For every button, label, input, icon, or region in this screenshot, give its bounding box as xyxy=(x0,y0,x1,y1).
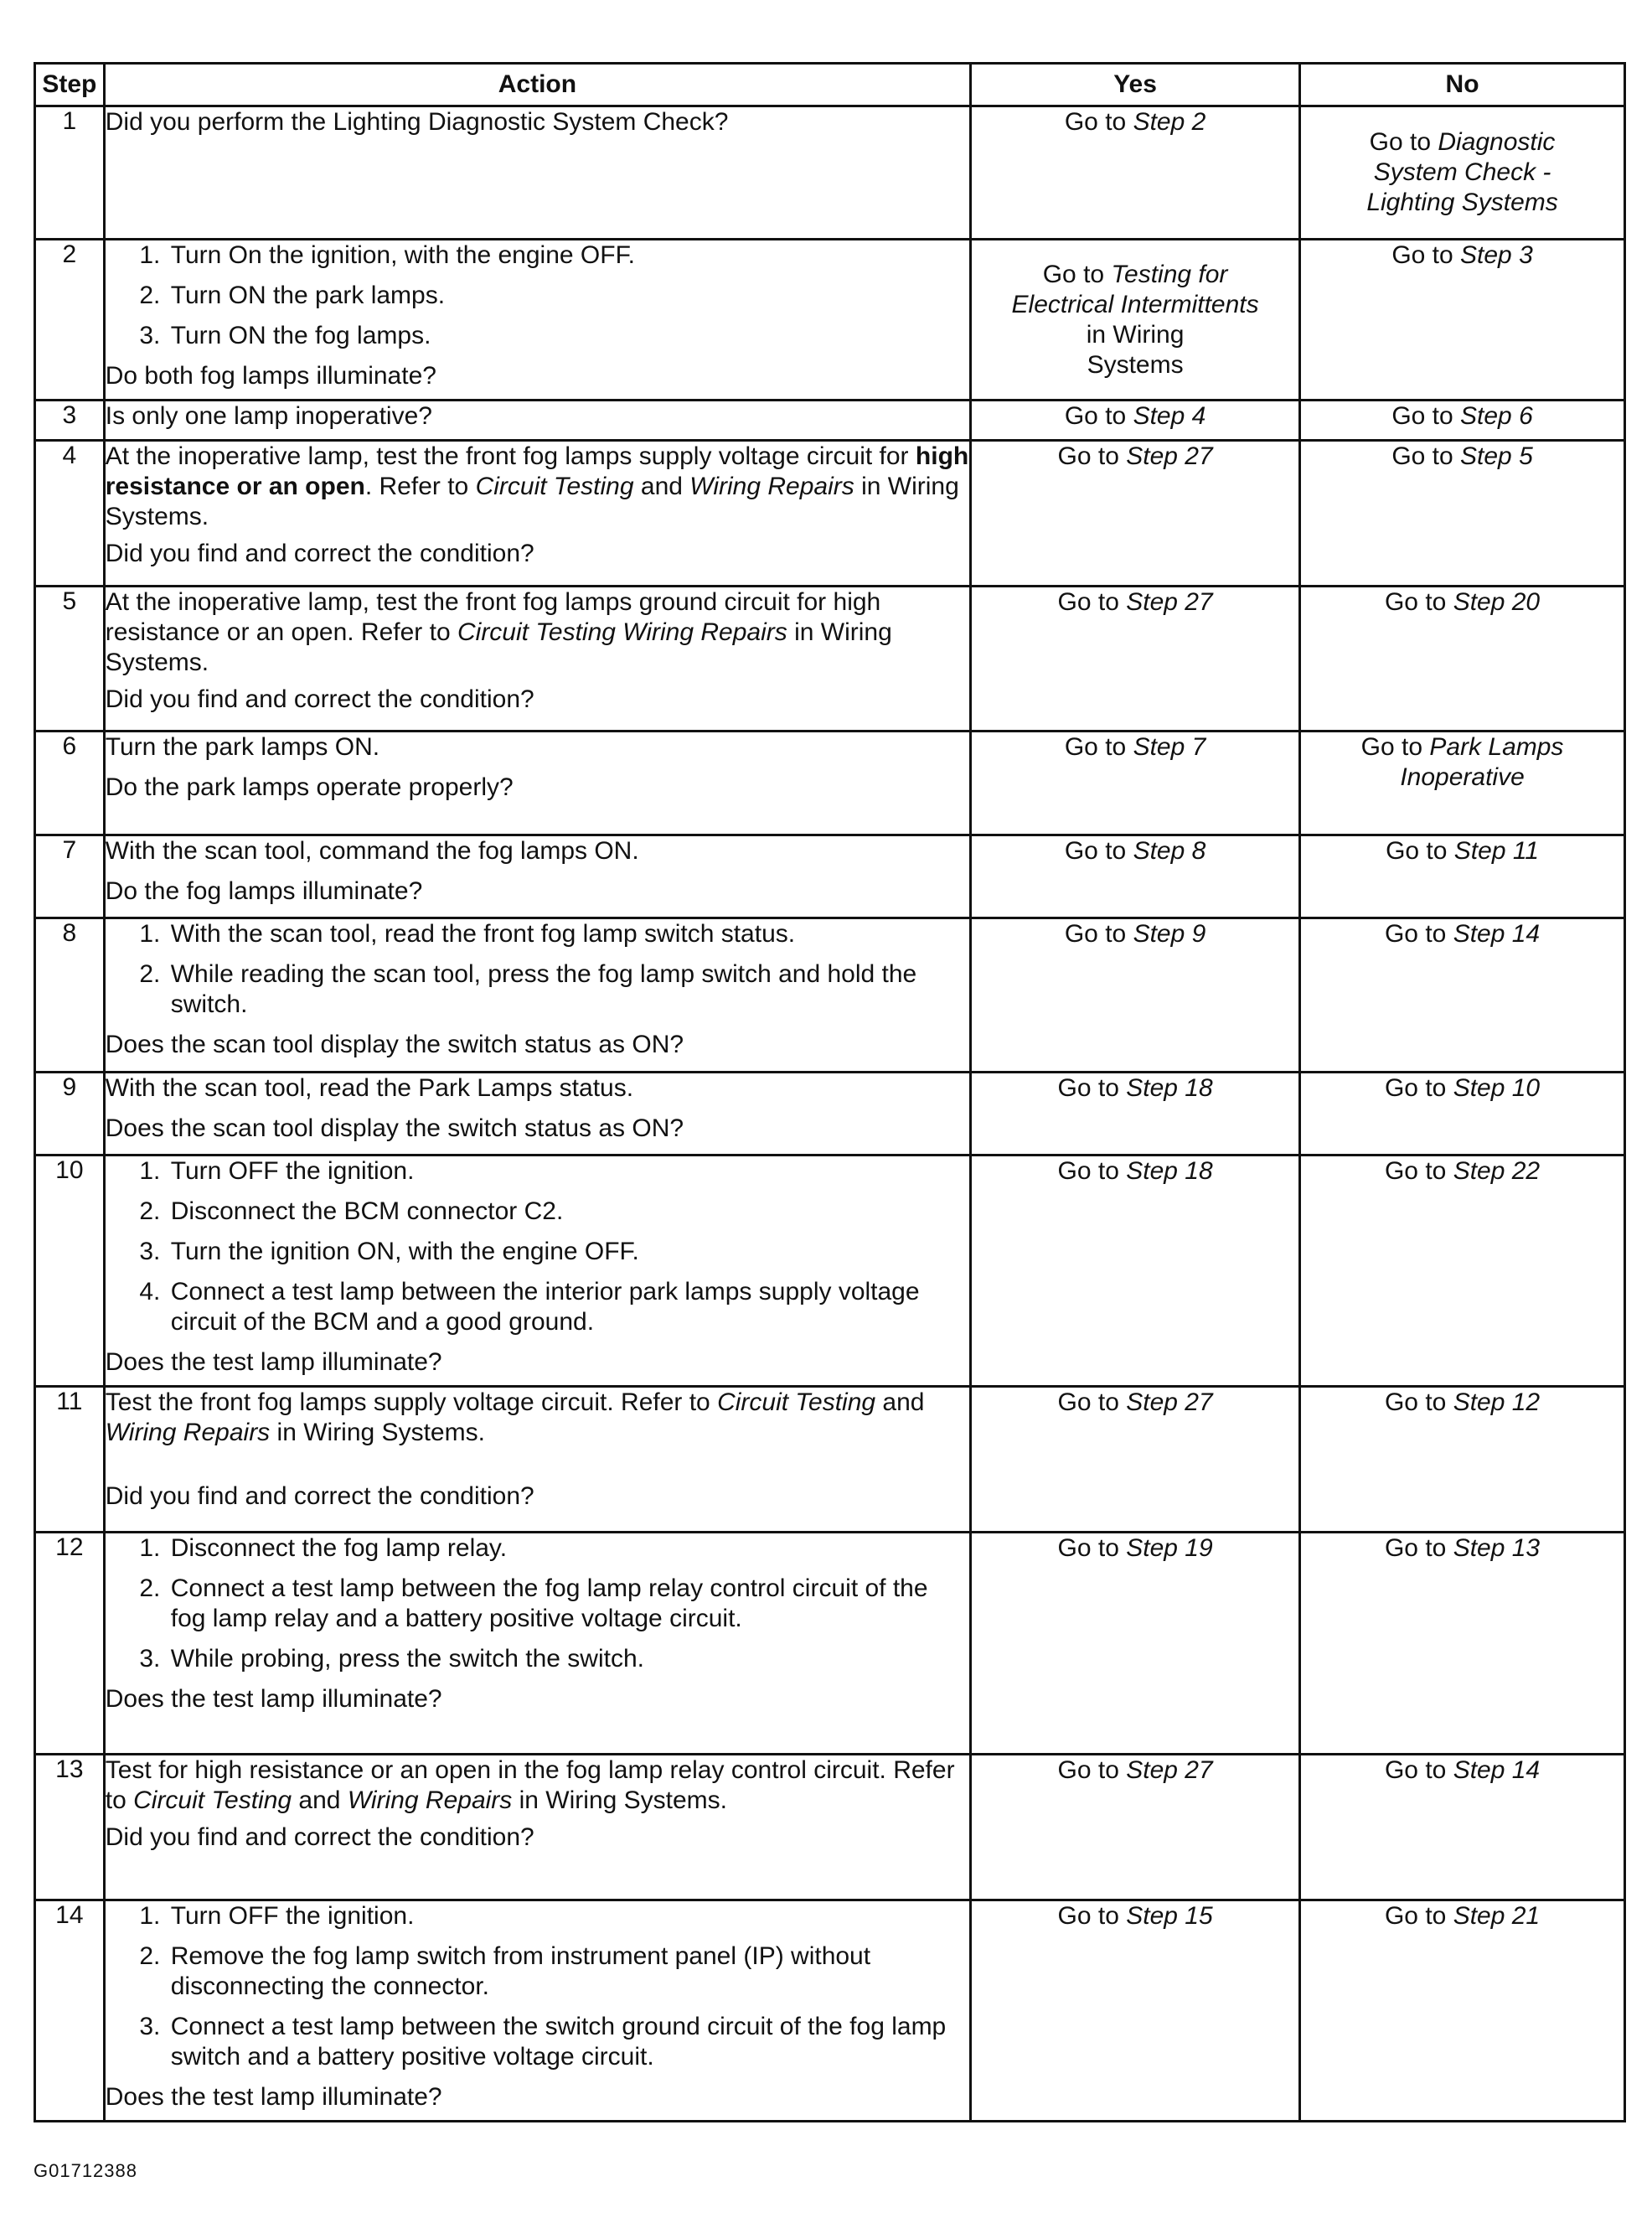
action-cell xyxy=(104,106,970,240)
go-to-label: Go to xyxy=(1057,1756,1127,1784)
action-text-part: . Refer to xyxy=(364,473,469,500)
no-target: Step 14 xyxy=(1453,920,1541,948)
no-cell xyxy=(1300,918,1625,1073)
go-to-label: Go to xyxy=(1064,920,1133,948)
no-cell xyxy=(1300,1900,1625,2122)
action-question: Does the test lamp illuminate? xyxy=(105,1685,442,1713)
step-number: 8 xyxy=(35,918,105,1073)
go-to-label: Go to xyxy=(1384,920,1453,948)
no-cell xyxy=(1300,1533,1625,1755)
step-number: 3 xyxy=(35,401,105,441)
action-question: Does the scan tool display the switch status as ON? xyxy=(105,1114,684,1142)
yes-target: Step 9 xyxy=(1133,920,1206,948)
no-target: Step 12 xyxy=(1453,1388,1541,1416)
action-cell xyxy=(104,587,970,732)
yes-cell xyxy=(971,441,1300,587)
go-to-label: Go to xyxy=(1384,1534,1453,1562)
yes-target: Step 2 xyxy=(1133,108,1206,136)
no-target: Step 6 xyxy=(1460,402,1533,430)
step-number: 7 xyxy=(35,835,105,918)
table-row xyxy=(35,587,1625,732)
go-to-label: Go to xyxy=(1057,1157,1127,1185)
no-target: Diagnostic xyxy=(1438,128,1556,156)
action-cell xyxy=(104,732,970,835)
yes-target: Testing for xyxy=(1111,260,1228,288)
action-text xyxy=(106,1755,969,1816)
no-cell xyxy=(1300,587,1625,732)
no-target: Step 14 xyxy=(1453,1756,1541,1784)
no-target: Step 5 xyxy=(1460,442,1533,470)
yes-target: Step 7 xyxy=(1133,733,1206,761)
yes-target: Step 4 xyxy=(1133,402,1206,430)
action-text xyxy=(106,442,969,532)
no-target: Step 3 xyxy=(1460,241,1533,269)
no-target: Step 13 xyxy=(1453,1534,1541,1562)
no-cell xyxy=(1300,1387,1625,1533)
no-target: Step 20 xyxy=(1453,588,1541,616)
yes-cell xyxy=(971,732,1300,835)
action-text-part: in Wiring Systems. xyxy=(519,1786,728,1814)
step-number: 12 xyxy=(35,1533,105,1755)
yes-cell xyxy=(971,1073,1300,1156)
go-to-label: Go to xyxy=(1384,1902,1453,1930)
no-target: Inoperative xyxy=(1400,763,1525,791)
yes-cell xyxy=(971,401,1300,441)
no-cell xyxy=(1300,240,1625,401)
action-question: Do both fog lamps illuminate? xyxy=(105,362,436,390)
action-list xyxy=(106,240,969,351)
action-item: 3. Connect a test lamp between the switch ground circuit of the fog lamp switch and a battery positive voltage circuit. xyxy=(168,2012,969,2072)
no-target: Step 11 xyxy=(1453,837,1539,865)
table-header-row xyxy=(35,64,1625,106)
action-item: 3. Turn the ignition ON, with the engine OFF. xyxy=(168,1237,969,1267)
no-target: Step 22 xyxy=(1453,1157,1541,1185)
action-question: Does the test lamp illuminate? xyxy=(105,2083,442,2111)
action-question: Do the park lamps operate properly? xyxy=(105,773,514,801)
go-to-label: Go to xyxy=(1384,1388,1453,1416)
action-cell xyxy=(104,1073,970,1156)
table-row xyxy=(35,401,1625,441)
reference-link: Wiring Repairs xyxy=(347,1786,513,1814)
action-text-part: in Wiring Systems. xyxy=(105,618,892,676)
action-question: Did you find and correct the condition? xyxy=(105,1482,534,1510)
no-target: Step 21 xyxy=(1453,1902,1541,1930)
go-to-label: Go to xyxy=(1064,733,1133,761)
yes-cell xyxy=(971,1387,1300,1533)
action-cell xyxy=(104,1387,970,1533)
yes-target: Electrical Intermittents xyxy=(1011,290,1259,318)
reference-link: Wiring Repairs xyxy=(689,473,854,500)
action-list xyxy=(106,1901,969,2072)
yes-cell xyxy=(971,918,1300,1073)
reference-link: Wiring Repairs xyxy=(105,1419,271,1446)
table-row xyxy=(35,1533,1625,1755)
go-to-label: Go to xyxy=(1057,1534,1127,1562)
go-to-label: Go to xyxy=(1057,1902,1127,1930)
table-row xyxy=(35,1755,1625,1900)
reference-link: Circuit Testing xyxy=(717,1388,876,1416)
reference-link: Circuit Testing Wiring Repairs xyxy=(457,618,787,646)
document-code: G01712388 xyxy=(34,2160,137,2181)
go-to-label: Go to xyxy=(1391,402,1461,430)
action-cell xyxy=(104,240,970,401)
step-number: 5 xyxy=(35,587,105,732)
yes-target: Step 27 xyxy=(1126,588,1213,616)
diagnostic-document xyxy=(34,62,1626,2122)
action-text: Turn the park lamps ON. xyxy=(105,733,380,761)
action-question: Did you perform the Lighting Diagnostic System Check? xyxy=(105,108,729,136)
action-text xyxy=(106,587,969,678)
table-row xyxy=(35,918,1625,1073)
go-to-label: Go to xyxy=(1369,128,1438,156)
table-row xyxy=(35,1387,1625,1533)
no-target: System Check - xyxy=(1373,158,1551,186)
go-to-label: Go to xyxy=(1391,241,1461,269)
action-cell xyxy=(104,1755,970,1900)
step-number: 6 xyxy=(35,732,105,835)
go-to-label: Go to xyxy=(1384,588,1453,616)
header-action: Action xyxy=(104,64,970,106)
yes-cell xyxy=(971,587,1300,732)
step-number: 9 xyxy=(35,1073,105,1156)
action-item: 2. Disconnect the BCM connector C2. xyxy=(168,1197,969,1227)
no-cell xyxy=(1300,106,1625,240)
no-cell xyxy=(1300,401,1625,441)
action-item: 2. While reading the scan tool, press the fog lamp switch and hold the switch. xyxy=(168,959,969,1020)
go-to-label: Go to xyxy=(1057,442,1127,470)
go-to-label: Go to xyxy=(1384,1157,1453,1185)
reference-link: Circuit Testing xyxy=(133,1786,292,1814)
yes-cell xyxy=(971,240,1300,401)
action-question: Does the test lamp illuminate? xyxy=(105,1348,442,1376)
go-to-label: Go to xyxy=(1360,733,1430,761)
header-no: No xyxy=(1300,64,1625,106)
yes-target: Step 8 xyxy=(1133,837,1206,865)
action-item: 2. Connect a test lamp between the fog lamp relay control circuit of the fog lamp relay and a battery positive voltage circuit. xyxy=(168,1574,969,1634)
action-text-part: and xyxy=(882,1388,925,1416)
yes-target: Step 18 xyxy=(1126,1157,1213,1185)
no-cell xyxy=(1300,835,1625,918)
action-emphasis: high resistance or an open xyxy=(105,442,969,500)
no-cell xyxy=(1300,441,1625,587)
go-to-label: Go to xyxy=(1064,837,1133,865)
action-item: 1. Turn OFF the ignition. xyxy=(168,1156,969,1187)
table-row xyxy=(35,1073,1625,1156)
reference-link: Circuit Testing xyxy=(475,473,634,500)
no-cell xyxy=(1300,1755,1625,1900)
step-number: 1 xyxy=(35,106,105,240)
table-row xyxy=(35,1900,1625,2122)
action-cell xyxy=(104,1156,970,1387)
table-row xyxy=(35,1156,1625,1387)
header-yes: Yes xyxy=(971,64,1300,106)
step-number: 10 xyxy=(35,1156,105,1387)
go-to-label: Go to xyxy=(1391,442,1461,470)
action-question: Is only one lamp inoperative? xyxy=(105,402,432,430)
yes-target: in Wiring xyxy=(1086,320,1185,349)
yes-target: Step 18 xyxy=(1126,1074,1213,1102)
yes-cell xyxy=(971,835,1300,918)
yes-cell xyxy=(971,1533,1300,1755)
yes-cell xyxy=(971,1755,1300,1900)
action-item: 2. Remove the fog lamp switch from instrument panel (IP) without disconnecting the connector. xyxy=(168,1941,969,2002)
action-text-part: in Wiring Systems. xyxy=(105,473,959,530)
go-to-label: Go to xyxy=(1064,108,1133,136)
action-list xyxy=(106,1156,969,1337)
no-target: Lighting Systems xyxy=(1366,189,1558,216)
action-cell xyxy=(104,401,970,441)
step-number: 11 xyxy=(35,1387,105,1533)
action-text-part: Test for high resistance or an open in the fog lamp relay control circuit. Refer to xyxy=(105,1756,955,1814)
go-to-label: Go to xyxy=(1057,588,1127,616)
no-target: Step 10 xyxy=(1453,1074,1541,1102)
step-number: 2 xyxy=(35,240,105,401)
action-text: With the scan tool, command the fog lamps ON. xyxy=(105,837,639,865)
action-list xyxy=(106,1533,969,1674)
action-text-part: Test the front fog lamps supply voltage circuit. Refer to xyxy=(105,1388,710,1416)
action-question: Does the scan tool display the switch status as ON? xyxy=(105,1031,684,1058)
diagnostic-table xyxy=(34,62,1626,2122)
yes-cell xyxy=(971,1156,1300,1387)
go-to-label: Go to xyxy=(1384,1756,1453,1784)
yes-cell xyxy=(971,106,1300,240)
action-item: 4. Connect a test lamp between the interior park lamps supply voltage circuit of the BCM and a good ground. xyxy=(168,1277,969,1337)
action-question: Did you find and correct the condition? xyxy=(105,540,534,567)
table-row xyxy=(35,441,1625,587)
action-question: Did you find and correct the condition? xyxy=(105,685,534,713)
no-target: Park Lamps xyxy=(1429,733,1564,761)
step-number: 13 xyxy=(35,1755,105,1900)
action-item: 1. Turn OFF the ignition. xyxy=(168,1901,969,1931)
action-cell xyxy=(104,835,970,918)
go-to-label: Go to xyxy=(1042,260,1112,288)
go-to-label: Go to xyxy=(1057,1388,1127,1416)
action-text-part: At the inoperative lamp, test the front fog lamps supply voltage circuit for xyxy=(105,442,909,470)
no-cell xyxy=(1300,1073,1625,1156)
yes-target: Step 15 xyxy=(1126,1902,1213,1930)
action-item: 1. With the scan tool, read the front fog lamp switch status. xyxy=(168,919,969,949)
action-list xyxy=(106,919,969,1020)
action-text-part: in Wiring Systems. xyxy=(276,1419,485,1446)
yes-target: Step 27 xyxy=(1126,1756,1213,1784)
go-to-label: Go to xyxy=(1386,837,1454,865)
step-number: 4 xyxy=(35,441,105,587)
action-question: Did you find and correct the condition? xyxy=(105,1823,534,1851)
table-row xyxy=(35,106,1625,240)
action-item: 3. Turn ON the fog lamps. xyxy=(168,321,969,351)
header-step: Step xyxy=(35,64,105,106)
no-cell xyxy=(1300,1156,1625,1387)
action-cell xyxy=(104,1900,970,2122)
action-item: 3. While probing, press the switch the switch. xyxy=(168,1644,969,1674)
action-item: 1. Turn On the ignition, with the engine OFF. xyxy=(168,240,969,271)
action-text-part: At the inoperative lamp, test the front fog lamps ground circuit for high resistance or an open. Refer to xyxy=(105,588,881,646)
action-question: Do the fog lamps illuminate? xyxy=(105,877,423,905)
action-text xyxy=(106,1388,969,1448)
table-row xyxy=(35,732,1625,835)
action-cell xyxy=(104,441,970,587)
yes-target: Step 27 xyxy=(1126,1388,1213,1416)
no-cell xyxy=(1300,732,1625,835)
action-text: With the scan tool, read the Park Lamps status. xyxy=(105,1074,634,1102)
go-to-label: Go to xyxy=(1064,402,1133,430)
go-to-label: Go to xyxy=(1384,1074,1453,1102)
table-row xyxy=(35,835,1625,918)
yes-cell xyxy=(971,1900,1300,2122)
yes-target: Systems xyxy=(1087,350,1184,379)
action-text-part: and xyxy=(640,473,683,500)
table-row xyxy=(35,240,1625,401)
go-to-label: Go to xyxy=(1057,1074,1127,1102)
action-cell xyxy=(104,1533,970,1755)
action-item: 1. Disconnect the fog lamp relay. xyxy=(168,1533,969,1564)
yes-target: Step 19 xyxy=(1126,1534,1213,1562)
yes-target: Step 27 xyxy=(1126,442,1213,470)
step-number: 14 xyxy=(35,1900,105,2122)
action-cell xyxy=(104,918,970,1073)
action-text-part: and xyxy=(298,1786,341,1814)
action-item: 2. Turn ON the park lamps. xyxy=(168,281,969,311)
